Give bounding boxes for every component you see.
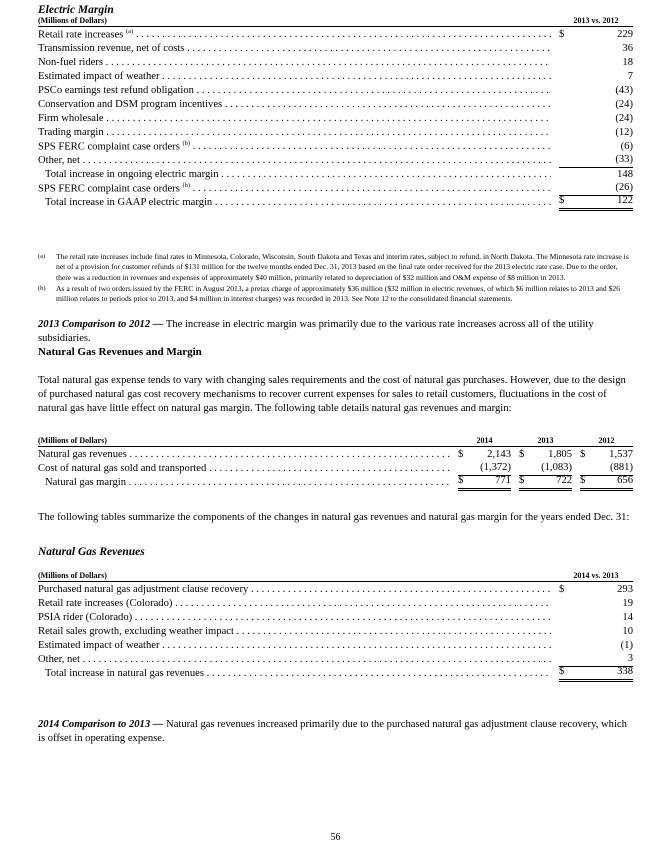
natural-gas-table [38,434,633,489]
table-header: (Millions of Dollars) 2014 vs. 2013 [38,569,633,582]
table-row [38,111,633,125]
row-value: (43) [615,84,633,96]
table-row [38,475,633,489]
row-value: (6) [620,140,633,152]
gas-comparison-paragraph: 2014 Comparison to 2013 — Natural gas revenues increased primarily due to the purchased natural gas adjustment clause recovery, which is offset in operating expense. [38,719,627,744]
table-row [38,652,633,666]
row-label: SPS FERC complaint case orders $^{(b)}$ . . . [38,182,551,195]
row-value: $ 1,805 [519,448,572,460]
footnote-b: (b) As a result of two orders issued by the FERC in August 2013, a pretax charge of approximately $36 million ($32 million in electric revenues, of which $6 million relates to 2013 and $26 million relates to periods prior to 2013, and $4 million in interest charges) was recorded in 2013. See Note 12 to the consolidated financial statements. [38,283,621,304]
row-value: $ 656 [580,474,633,491]
table-header: (Millions of Dollars) 2014 2013 2012 [38,434,633,447]
row-value: $ 771 [458,474,511,491]
row-label: Cost of natural gas sold and transported . . . [38,463,450,474]
row-value: $ 722 [519,474,572,491]
row-label: Total increase in GAAP electric margin . . . [38,197,551,208]
row-value: 14 [622,611,633,623]
table-row [38,83,633,97]
table-row [38,638,633,652]
row-value: $ 293 [559,583,633,595]
row-value: 10 [622,625,633,637]
row-label: Natural gas revenues . . . [38,449,450,460]
table-row [38,139,633,153]
table-row [38,596,633,610]
row-value: $ 338 [559,665,633,682]
row-value: (1) [620,639,633,651]
section-title-electric-margin: Electric Margin [38,4,114,16]
table-row [38,195,633,209]
electric-margin-table [38,14,633,209]
row-value: (1,083) [519,461,572,476]
table-row [38,582,633,596]
row-label: Other, net . . . [38,654,551,665]
row-value: 36 [622,42,633,54]
row-value: $ 229 [559,28,633,40]
row-value: $ 122 [559,194,633,211]
row-value: $ 2,143 [458,448,511,460]
row-label: Firm wholesale . . . [38,113,551,124]
table-row [38,447,633,461]
table-row [38,167,633,181]
table-row [38,125,633,139]
row-label: Retail sales growth, excluding weather impact . . . [38,626,551,637]
row-label: Purchased natural gas adjustment clause recovery . . . [38,584,551,595]
row-label: Retail rate increases $^{(a)}$ . . . [38,28,551,41]
row-value: 7 [627,70,633,82]
footnotes [38,252,633,304]
row-value: 148 [617,168,633,180]
row-label: Total increase in ongoing electric margin . . . [38,169,551,180]
table-header: (Millions of Dollars) 2013 vs. 2012 [38,14,633,27]
row-label: Non-fuel riders . . . [38,57,551,68]
row-label: Natural gas margin . . . [38,477,450,488]
table-row [38,97,633,111]
row-value: 19 [622,597,633,609]
table-row [38,666,633,680]
table-row [38,153,633,167]
electric-comparison-paragraph: 2013 Comparison to 2012 — The increase in electric margin was primarily due to the various rate increases across all of the utility subsidiaries. [38,319,594,344]
natural-gas-revenues-table [38,569,633,680]
row-label: Transmission revenue, net of costs . . . [38,43,551,54]
table-row [38,69,633,83]
row-value: (33) [559,153,633,168]
table-row [38,624,633,638]
page-number: 56 [330,832,341,843]
row-label: Trading margin . . . [38,127,551,138]
table-row [38,55,633,69]
row-label: PSIA rider (Colorado) . . . [38,612,551,623]
row-label: Total increase in natural gas revenues . . . [38,668,551,679]
row-value: (1,372) [458,461,511,476]
row-value: (26) [559,181,633,196]
row-value: (881) [580,461,633,476]
table-row [38,27,633,41]
row-label: Retail rate increases (Colorado) . . . [38,598,551,609]
table-row [38,41,633,55]
row-value: (24) [615,112,633,124]
row-value: (24) [615,98,633,110]
row-value: 18 [622,56,633,68]
row-label: Estimated impact of weather . . . [38,71,551,82]
row-label: Conservation and DSM program incentives . . . [38,99,551,110]
table-row [38,610,633,624]
section-title-natural-gas-revenues: Natural Gas Revenues [38,546,145,558]
row-label: Other, net . . . [38,155,551,166]
gas-summary-paragraph: The following tables summarize the components of the changes in natural gas revenues and natural gas margin for the years ended Dec. 31: [38,512,630,523]
row-value: (12) [615,126,633,138]
gas-intro-paragraph: Total natural gas expense tends to vary with changing sales requirements and the cost of natural gas purchases. However, due to the design of purchased natural gas cost recovery mechanisms to recover current expenses for sales to retail customers, fluctuations in the cost of natural gas have little effect on natural gas margin. The following table details natural gas revenues and margin: [38,375,626,414]
row-value: 3 [559,652,633,667]
row-label: PSCo earnings test refund obligation . . . [38,85,551,96]
row-label: Estimated impact of weather . . . [38,640,551,651]
table-row [38,181,633,195]
row-value: $ 1,537 [580,448,633,460]
row-label: SPS FERC complaint case orders $^{(b)}$ . . . [38,140,551,153]
footnote-a: (a) The retail rate increases include final rates in Minnesota, Colorado, Wisconsin, South Dakota and Texas and interim rates, subject to refund, in North Dakota. The Minnesota rate increase is net of a provision for customer refunds of $131 million for the twelve months ended Dec. 31, 2013 based on the final rate order received for the 2013 electric rate case. Due to the order, there was a reduction in revenues and expenses of approximately $40 million, primarily related to depreciation of $32 million and O&M expense of $8 million in 2013. [38,252,629,282]
heading-natural-gas-revenues-margin: Natural Gas Revenues and Margin [38,346,202,358]
